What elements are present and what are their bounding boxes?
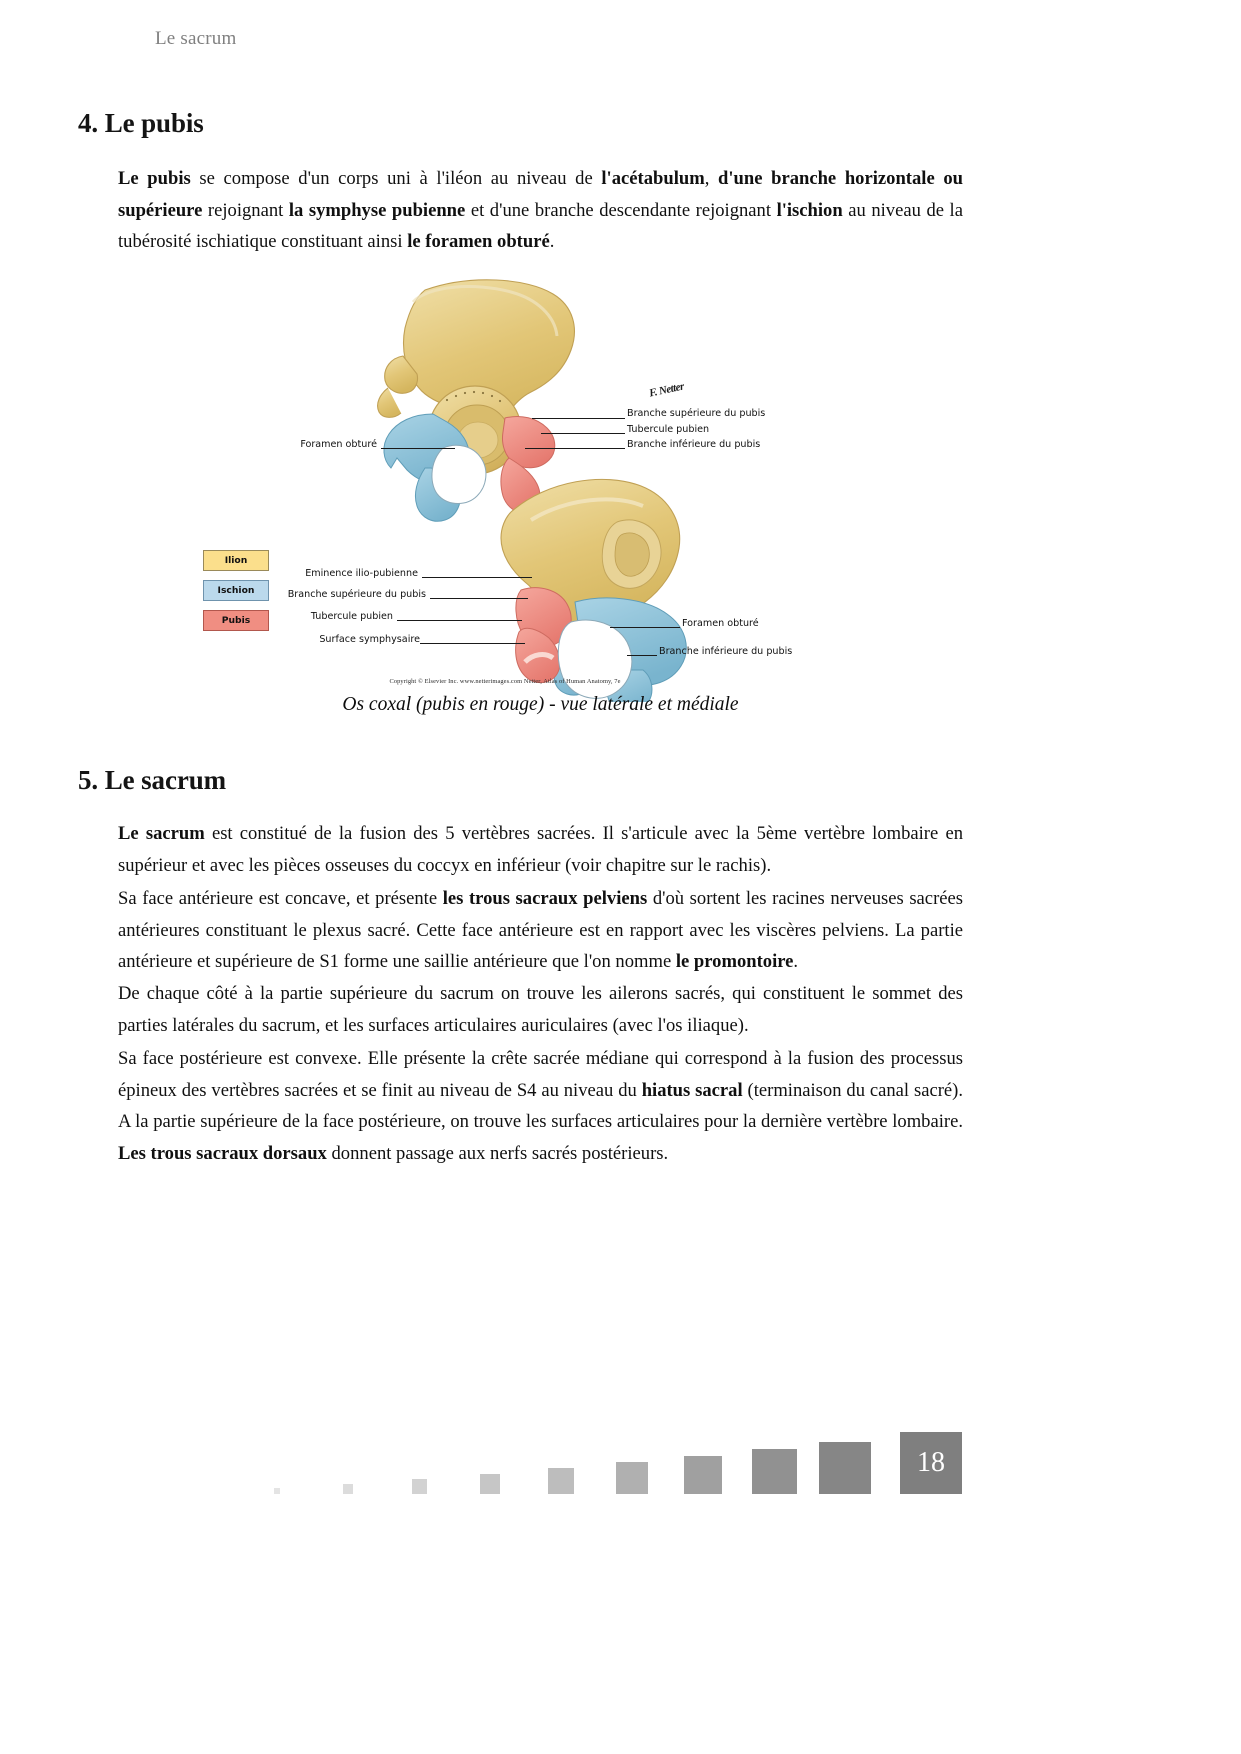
leader-line — [525, 448, 625, 449]
page-heading-pubis: 4. Le pubis — [78, 108, 204, 138]
anatomy-figure — [175, 272, 835, 702]
legend-item-ilion — [203, 550, 269, 571]
paragraph-sacrum-2 — [118, 883, 963, 984]
figure-copyright: Copyright © Elsevier Inc. www.netterimages.com Netter, Atlas of Human Anatomy, 7e — [389, 678, 621, 685]
label-foramen-obture-lateral: Foramen obturé — [300, 439, 377, 450]
leader-line — [541, 433, 625, 434]
figure-caption: Os coxal (pubis en rouge) - vue latérale et médiale — [342, 694, 739, 715]
paragraph-sacrum-1 — [118, 818, 963, 887]
legend-label: Ischion — [217, 585, 255, 596]
figure-legend — [203, 550, 269, 640]
running-header: Le sacrum — [155, 28, 237, 49]
footer-square — [412, 1479, 427, 1494]
label-tubercule-pubien-lateral: Tubercule pubien — [627, 424, 710, 435]
label-surface-symphysaire: Surface symphysaire — [319, 634, 420, 645]
legend-label: Pubis — [221, 615, 251, 626]
paragraph-pubis — [118, 163, 963, 264]
paragraph-text: Sa face postérieure est convexe. Elle présente la crête sacrée médiane qui correspond à la fusion des processus épineux des vertèbres sacrées et se finit au niveau de S4 au niveau du hiatus sacral (terminaison du canal sacré). A la partie supérieure de la face postérieure, on trouve les surfaces articulaires pour la dernière vertèbre lombaire. Les trous sacraux dorsaux donnent passage aux nerfs sacrés postérieurs. — [118, 1048, 963, 1164]
leader-line — [532, 418, 625, 419]
legend-item-ischion — [203, 580, 269, 601]
leader-line — [397, 620, 522, 621]
legend-item-pubis — [203, 610, 269, 631]
leader-line — [381, 448, 455, 449]
footer-square — [480, 1474, 500, 1494]
footer-decoration — [246, 1432, 962, 1494]
footer-square — [616, 1462, 648, 1494]
page-number: 18 — [900, 1432, 962, 1494]
os-coxal-medial-view — [501, 479, 686, 702]
os-coxal-illustration — [175, 272, 835, 702]
paragraph-text: De chaque côté à la partie supérieure du sacrum on trouve les ailerons sacrés, qui constituent le sommet des parties latérales du sacrum, et les surfaces articulaires auriculaires (avec l'os iliaque). — [118, 983, 963, 1036]
footer-square — [819, 1442, 871, 1494]
footer-square — [548, 1468, 574, 1494]
leader-line — [610, 627, 680, 628]
paragraph-text: Sa face antérieure est concave, et présente les trous sacraux pelviens d'où sortent les racines nerveuses sacrées antérieures constituant le plexus sacré. Cette face antérieure est en rapport avec les viscères pelviens. La partie antérieure et supérieure de S1 forme une saillie antérieure que l'on nomme le promontoire. — [118, 888, 963, 972]
label-foramen-obture-medial: Foramen obturé — [682, 618, 759, 629]
netter-signature: F. Netter — [648, 380, 685, 400]
label-branche-superieure-pubis-lateral: Branche supérieure du pubis — [627, 408, 766, 419]
os-coxal-lateral-view — [378, 280, 575, 521]
page-heading-sacrum: 5. Le sacrum — [78, 765, 227, 795]
footer-square — [343, 1484, 353, 1494]
leader-line — [430, 598, 528, 599]
footer-square — [274, 1488, 280, 1494]
legend-label: Ilion — [224, 555, 248, 566]
label-eminence-ilio-pubienne: Eminence ilio-pubienne — [305, 568, 418, 579]
paragraph-text: Le pubis se compose d'un corps uni à l'iléon au niveau de l'acétabulum, d'une branche horizontale ou supérieure rejoignant la symphyse pubienne et d'une branche descendante rejoignant l'ischion au niveau de la tubérosité ischiatique constituant ainsi le foramen obturé. — [118, 168, 963, 252]
paragraph-sacrum-4 — [118, 1043, 963, 1175]
label-tubercule-pubien-medial: Tubercule pubien — [310, 611, 393, 622]
label-branche-inferieure-pubis-medial: Branche inférieure du pubis — [659, 646, 793, 657]
label-branche-inferieure-pubis-lateral: Branche inférieure du pubis — [627, 439, 761, 450]
footer-square — [684, 1456, 722, 1494]
paragraph-sacrum-3 — [118, 978, 963, 1047]
footer-square — [752, 1449, 797, 1494]
leader-line — [420, 643, 525, 644]
leader-line — [422, 577, 532, 578]
label-branche-superieure-pubis-medial: Branche supérieure du pubis — [287, 589, 426, 600]
paragraph-text: Le sacrum est constitué de la fusion des 5 vertèbres sacrées. Il s'articule avec la 5ème vertèbre lombaire en supérieur et avec les pièces osseuses du coccyx en inférieur (voir chapitre sur le rachis). — [118, 823, 963, 876]
leader-line — [627, 655, 657, 656]
